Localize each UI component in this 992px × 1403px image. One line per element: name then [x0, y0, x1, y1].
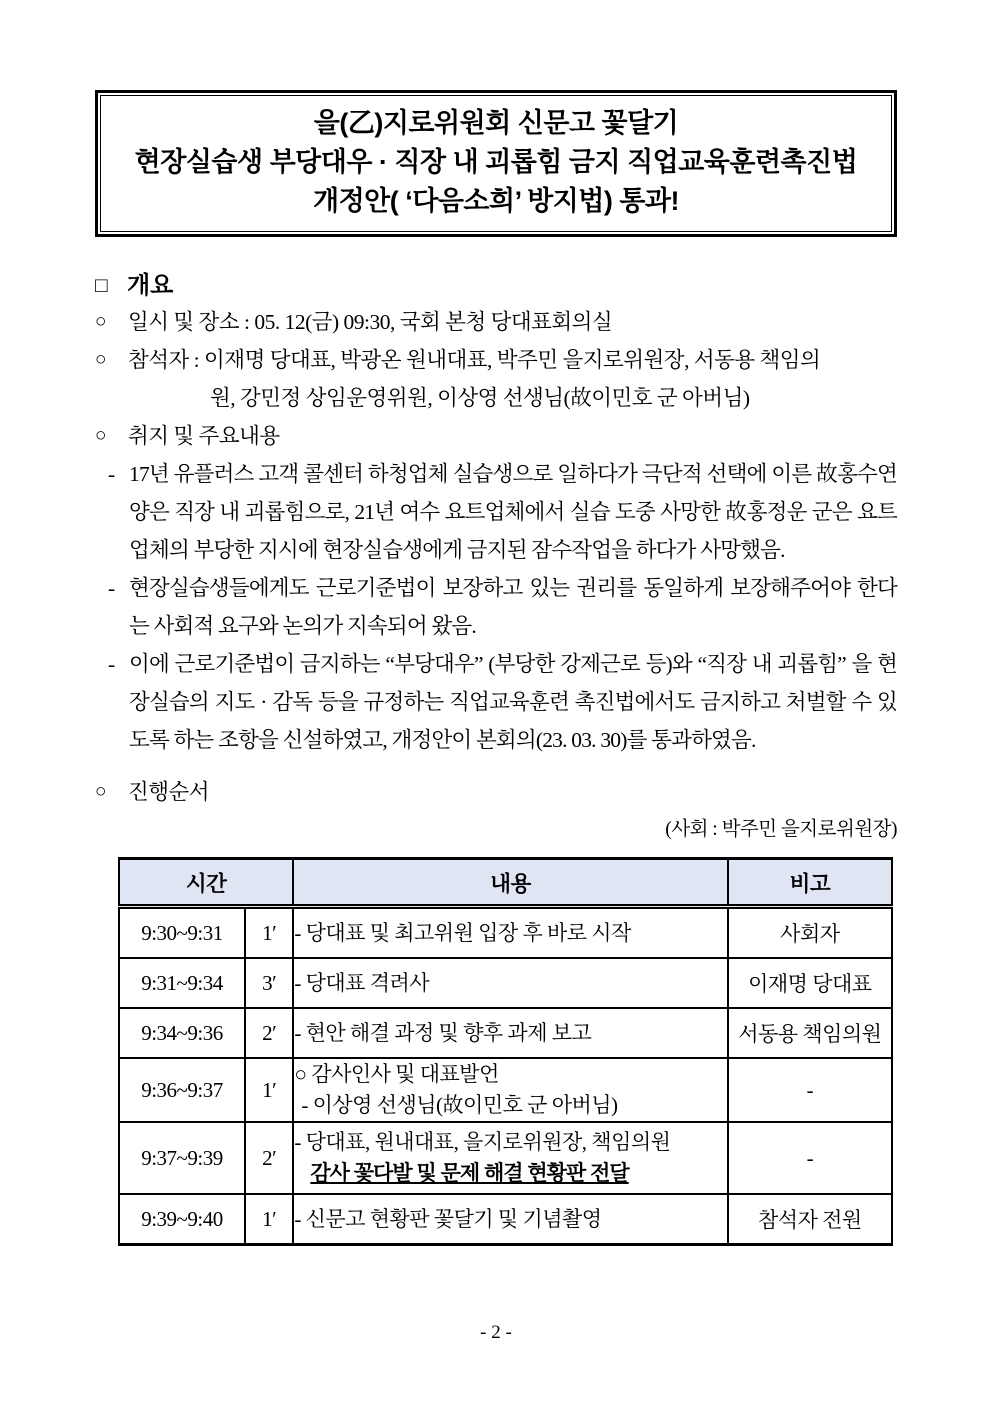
cell-time: 9:36~9:37 — [119, 1058, 245, 1122]
header-note: 비고 — [728, 859, 892, 907]
cell-content — [293, 1058, 727, 1122]
overview-heading-label: 개요 — [127, 272, 174, 299]
circle-bullet-icon: ○ — [95, 311, 106, 332]
table-header-row — [119, 859, 892, 907]
cell-time: 9:39~9:40 — [119, 1194, 245, 1245]
dash-bullet-icon: - — [108, 576, 115, 600]
page-number: - 2 - — [480, 1322, 512, 1343]
cell-note: 이재명 당대표 — [728, 958, 892, 1008]
cell-content: - 현안 해결 과정 및 향후 과제 보고 — [293, 1008, 727, 1058]
circle-bullet-icon: ○ — [95, 781, 106, 802]
cell-note: 사회자 — [728, 907, 892, 959]
content-line-1: ○ 감사인사 및 대표발언 — [294, 1062, 499, 1086]
agenda-heading — [95, 773, 897, 811]
overview-item-datetime-text: 일시 및 장소 : 05. 12(금) 09:30, 국회 본청 당대표회의실 — [128, 310, 613, 334]
cell-content: - 당대표 격려사 — [293, 958, 727, 1008]
table-row — [119, 1008, 892, 1058]
overview-item-purpose-text: 취지 및 주요내용 — [128, 424, 280, 448]
cell-duration: 1′ — [245, 907, 293, 959]
table-row — [119, 1194, 892, 1245]
overview-heading — [95, 269, 897, 303]
header-content: 내용 — [293, 859, 727, 907]
cell-note: - — [728, 1122, 892, 1194]
detail-item-1 — [95, 455, 897, 569]
overview-item-attendees-text — [128, 341, 897, 417]
cell-duration: 1′ — [245, 1194, 293, 1245]
cell-duration: 2′ — [245, 1122, 293, 1194]
table-row — [119, 1122, 892, 1194]
content-line-2: - 이상영 선생님(故이민호 군 아버님) — [301, 1093, 618, 1117]
overview-item-attendees — [95, 341, 897, 417]
agenda-heading-label: 진행순서 — [128, 780, 210, 804]
cell-duration: 1′ — [245, 1058, 293, 1122]
cell-duration: 2′ — [245, 1008, 293, 1058]
dash-bullet-icon: - — [108, 652, 115, 676]
detail-item-3 — [95, 645, 897, 759]
cell-note: 서동용 책임의원 — [728, 1008, 892, 1058]
square-bullet-icon: □ — [95, 274, 108, 297]
cell-duration: 3′ — [245, 958, 293, 1008]
detail-item-2-text: 현장실습생들에게도 근로기준법이 보장하고 있는 권리를 동일하게 보장해주어야 한다는 사회적 요구와 논의가 지속되어 왔음. — [129, 576, 897, 638]
detail-item-2 — [95, 569, 897, 645]
attendees-line-1: 참석자 : 이재명 당대표, 박광온 원내대표, 박주민 을지로위원장, 서동용 책임의 — [128, 348, 821, 372]
cell-content: - 신문고 현황판 꽃달기 및 기념촬영 — [293, 1194, 727, 1245]
cell-note: 참석자 전원 — [728, 1194, 892, 1245]
table-row — [119, 958, 892, 1008]
attendees-line-2: 원, 강민정 상임운영위원, 이상영 선생님(故이민호 군 아버님) — [210, 386, 750, 410]
detail-item-3-text: 이에 근로기준법이 금지하는 “부당대우” (부당한 강제근로 등)와 “직장 내 괴롭힘” 을 현장실습의 지도 · 감독 등을 규정하는 직업교육훈련 촉진법에서도 금지하고 처벌할 수 있도록 하는 조항을 신설하였고, 개정안이 본회의(23. 03. 30)를 통과하였음. — [129, 652, 897, 752]
moderator-note: (사회 : 박주민 을지로위원장) — [665, 819, 897, 840]
circle-bullet-icon: ○ — [95, 349, 106, 370]
title-line-3: 개정안( ‘다음소희’ 방지법) 통과! — [313, 186, 679, 216]
cell-time: 9:34~9:36 — [119, 1008, 245, 1058]
title-line-2: 현장실습생 부당대우 · 직장 내 괴롭힘 금지 직업교육훈련촉진법 — [134, 147, 858, 177]
detail-item-1-text: 17년 유플러스 고객 콜센터 하청업체 실습생으로 일하다가 극단적 선택에 이른 故홍수연 양은 직장 내 괴롭힘으로, 21년 여수 요트업체에서 실습 도중 사망한 故홍정운 군은 요트업체의 부당한 지시에 현장실습생에게 금지된 잠수작업을 하다가 사망했음. — [129, 462, 897, 562]
table-row — [119, 1058, 892, 1122]
schedule-table — [118, 857, 893, 1246]
cell-note: - — [728, 1058, 892, 1122]
cell-content — [293, 1122, 727, 1194]
cell-time: 9:30~9:31 — [141, 920, 223, 945]
circle-bullet-icon: ○ — [95, 425, 106, 446]
cell-time: 9:37~9:39 — [119, 1122, 245, 1194]
cell-time: 9:31~9:34 — [119, 958, 245, 1008]
header-time: 시간 — [119, 859, 293, 907]
title-box-inner — [100, 95, 892, 232]
overview-item-purpose — [95, 417, 897, 455]
content-line-2-emphasis: 감사 꽃다발 및 문제 해결 현황판 전달 — [310, 1162, 629, 1185]
cell-content: - 당대표 및 최고위원 입장 후 바로 시작 — [293, 907, 727, 959]
content-line-1: - 당대표, 원내대표, 을지로위원장, 책임의원 — [294, 1130, 671, 1154]
overview-item-datetime — [95, 303, 897, 341]
title-line-1: 을(乙)지로위원회 신문고 꽃달기 — [313, 108, 679, 138]
title-box — [95, 90, 897, 237]
table-row — [119, 907, 892, 959]
dash-bullet-icon: - — [108, 462, 115, 486]
